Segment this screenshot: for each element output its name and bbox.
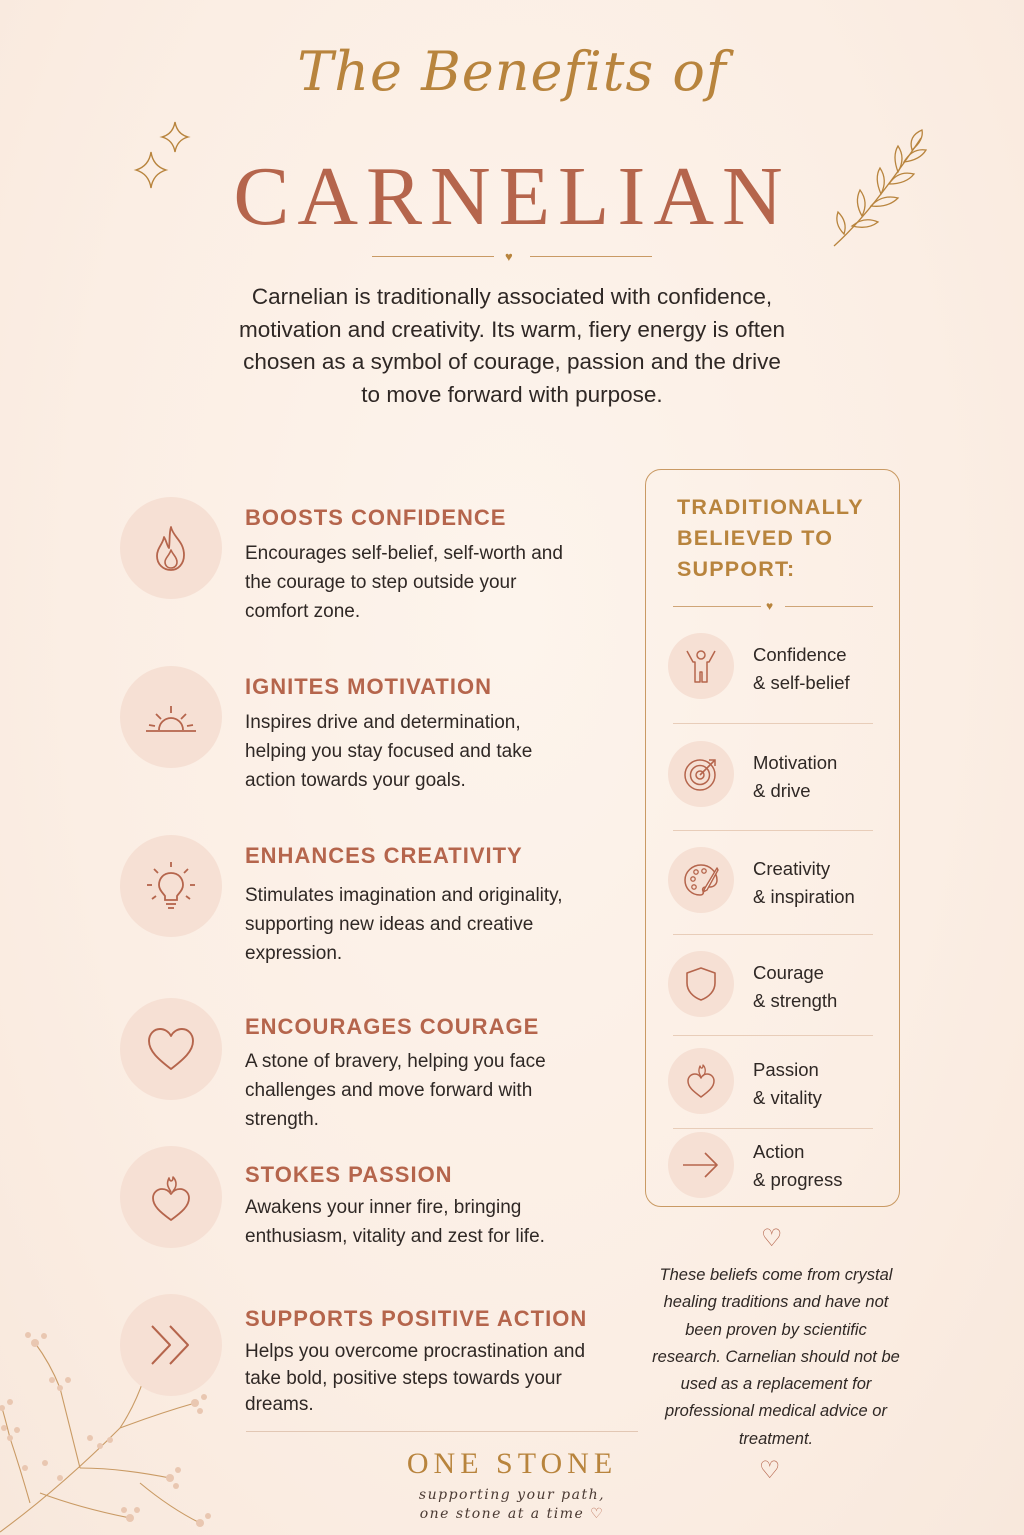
support-icon-circle (668, 1048, 734, 1114)
benefit-icon-circle (120, 497, 222, 599)
support-item-label: Action (753, 1141, 805, 1162)
support-separator (673, 830, 873, 831)
support-icon-circle (668, 633, 734, 699)
support-title (677, 492, 897, 585)
support-item-text (753, 1138, 893, 1194)
benefit-description: Helps you overcome procrastination and take bold, positive steps towards your dreams. (245, 1341, 586, 1415)
benefit-title: BOOSTS CONFIDENCE (245, 505, 507, 530)
support-item-sublabel: & vitality (753, 1087, 822, 1108)
support-item-label: Courage (753, 962, 824, 983)
brand-logo-text: ONE STONE (406, 1447, 618, 1480)
person-cheering-icon (683, 648, 719, 684)
support-item-courage (668, 951, 878, 1041)
support-item-text (753, 959, 893, 1015)
page-title: CARNELIAN (233, 150, 791, 243)
tagline-line-2 (380, 1505, 644, 1524)
flaming-heart-icon (683, 1063, 719, 1099)
benefit-title: ENCOURAGES COURAGE (245, 1014, 540, 1039)
heart-outline-icon: ♡ (761, 1225, 783, 1252)
brand-tagline (380, 1486, 644, 1524)
support-title-line: SUPPORT: (677, 557, 796, 581)
title-divider (372, 249, 652, 264)
disclaimer-text: These beliefs come from crystal healing traditions and have not been proven by scientific research. Carnelian should not be used as a replacement for professional medical advice or treatment. (652, 1266, 900, 1448)
double-chevron-icon (146, 1320, 196, 1370)
support-item-sublabel: & inspiration (753, 886, 855, 907)
support-icon-circle (668, 1132, 734, 1198)
support-icon-circle (668, 951, 734, 1017)
benefit-icon-circle (120, 1146, 222, 1248)
benefit-title: IGNITES MOTIVATION (245, 674, 492, 699)
support-item-motivation (668, 741, 878, 831)
support-title-line: BELIEVED TO (677, 526, 834, 550)
sunrise-icon (138, 692, 204, 742)
support-separator (673, 1128, 873, 1129)
support-item-sublabel: & progress (753, 1169, 843, 1190)
palette-icon (683, 862, 719, 898)
benefit-icon-circle (120, 666, 222, 768)
intro-text: Carnelian is traditionally associated with confidence, motivation and creativity. Its warm, fiery energy is often chosen as a symbol of courage, passion and the drive to move forward with purpose. (238, 284, 786, 407)
benefit-title: ENHANCES CREATIVITY (245, 843, 523, 868)
divider-line (785, 606, 873, 607)
support-item-label: Confidence (753, 644, 847, 665)
benefit-description: Stimulates imagination and originality, supporting new ideas and creative expression. (245, 885, 563, 964)
benefit-description: A stone of bravery, helping you face challenges and move forward with strength. (245, 1051, 546, 1130)
support-item-action (668, 1132, 878, 1222)
support-item-creativity (668, 847, 878, 937)
benefit-description: Inspires drive and determination, helping you stay focused and take action towards your goals. (245, 712, 533, 791)
shield-icon (683, 966, 719, 1002)
heart-icon: ♥ (505, 249, 513, 264)
footer-divider (246, 1431, 638, 1432)
support-icon-circle (668, 741, 734, 807)
flame-icon (146, 523, 196, 573)
support-item-label: Creativity (753, 858, 831, 879)
support-separator (673, 934, 873, 935)
flaming-heart-icon (146, 1172, 196, 1222)
support-item-text (753, 1056, 893, 1112)
support-separator (673, 1035, 873, 1036)
support-item-sublabel: & drive (753, 780, 811, 801)
support-icon-circle (668, 847, 734, 913)
support-item-confidence (668, 633, 878, 723)
heart-icon: ♥ (766, 599, 774, 613)
benefit-icon-circle (120, 998, 222, 1100)
heart-icon (146, 1024, 196, 1074)
divider-line (673, 606, 761, 607)
divider-line (372, 256, 494, 257)
target-icon (683, 756, 719, 792)
support-item-text (753, 749, 893, 805)
benefit-icon-circle (120, 1294, 222, 1396)
support-item-sublabel: & strength (753, 990, 838, 1011)
support-item-passion (668, 1048, 878, 1138)
support-item-text (753, 641, 893, 697)
tagline-line: supporting your path, (418, 1487, 606, 1503)
support-item-label: Passion (753, 1059, 819, 1080)
script-title: The Benefits of (297, 40, 727, 103)
benefit-title: SUPPORTS POSITIVE ACTION (245, 1306, 588, 1331)
benefit-description: Encourages self-belief, self-worth and the courage to step outside your comfort zone. (245, 543, 563, 622)
heart-outline-icon: ♡ (759, 1457, 781, 1484)
heart-outline-icon: ♡ (584, 1506, 605, 1522)
support-divider (673, 599, 873, 613)
support-panel (645, 469, 900, 1207)
support-separator (673, 723, 873, 724)
support-item-label: Motivation (753, 752, 838, 773)
benefit-description: Awakens your inner fire, bringing enthusiasm, vitality and zest for life. (245, 1197, 545, 1247)
support-item-text (753, 855, 893, 911)
benefit-icon-circle (120, 835, 222, 937)
arrow-right-icon (683, 1147, 719, 1183)
lightbulb-icon (146, 861, 196, 911)
tagline-line: one stone at a time (419, 1506, 585, 1522)
support-item-sublabel: & self-belief (753, 672, 850, 693)
support-title-line: TRADITIONALLY (677, 495, 864, 519)
divider-line (530, 256, 652, 257)
benefit-title: STOKES PASSION (245, 1162, 453, 1187)
